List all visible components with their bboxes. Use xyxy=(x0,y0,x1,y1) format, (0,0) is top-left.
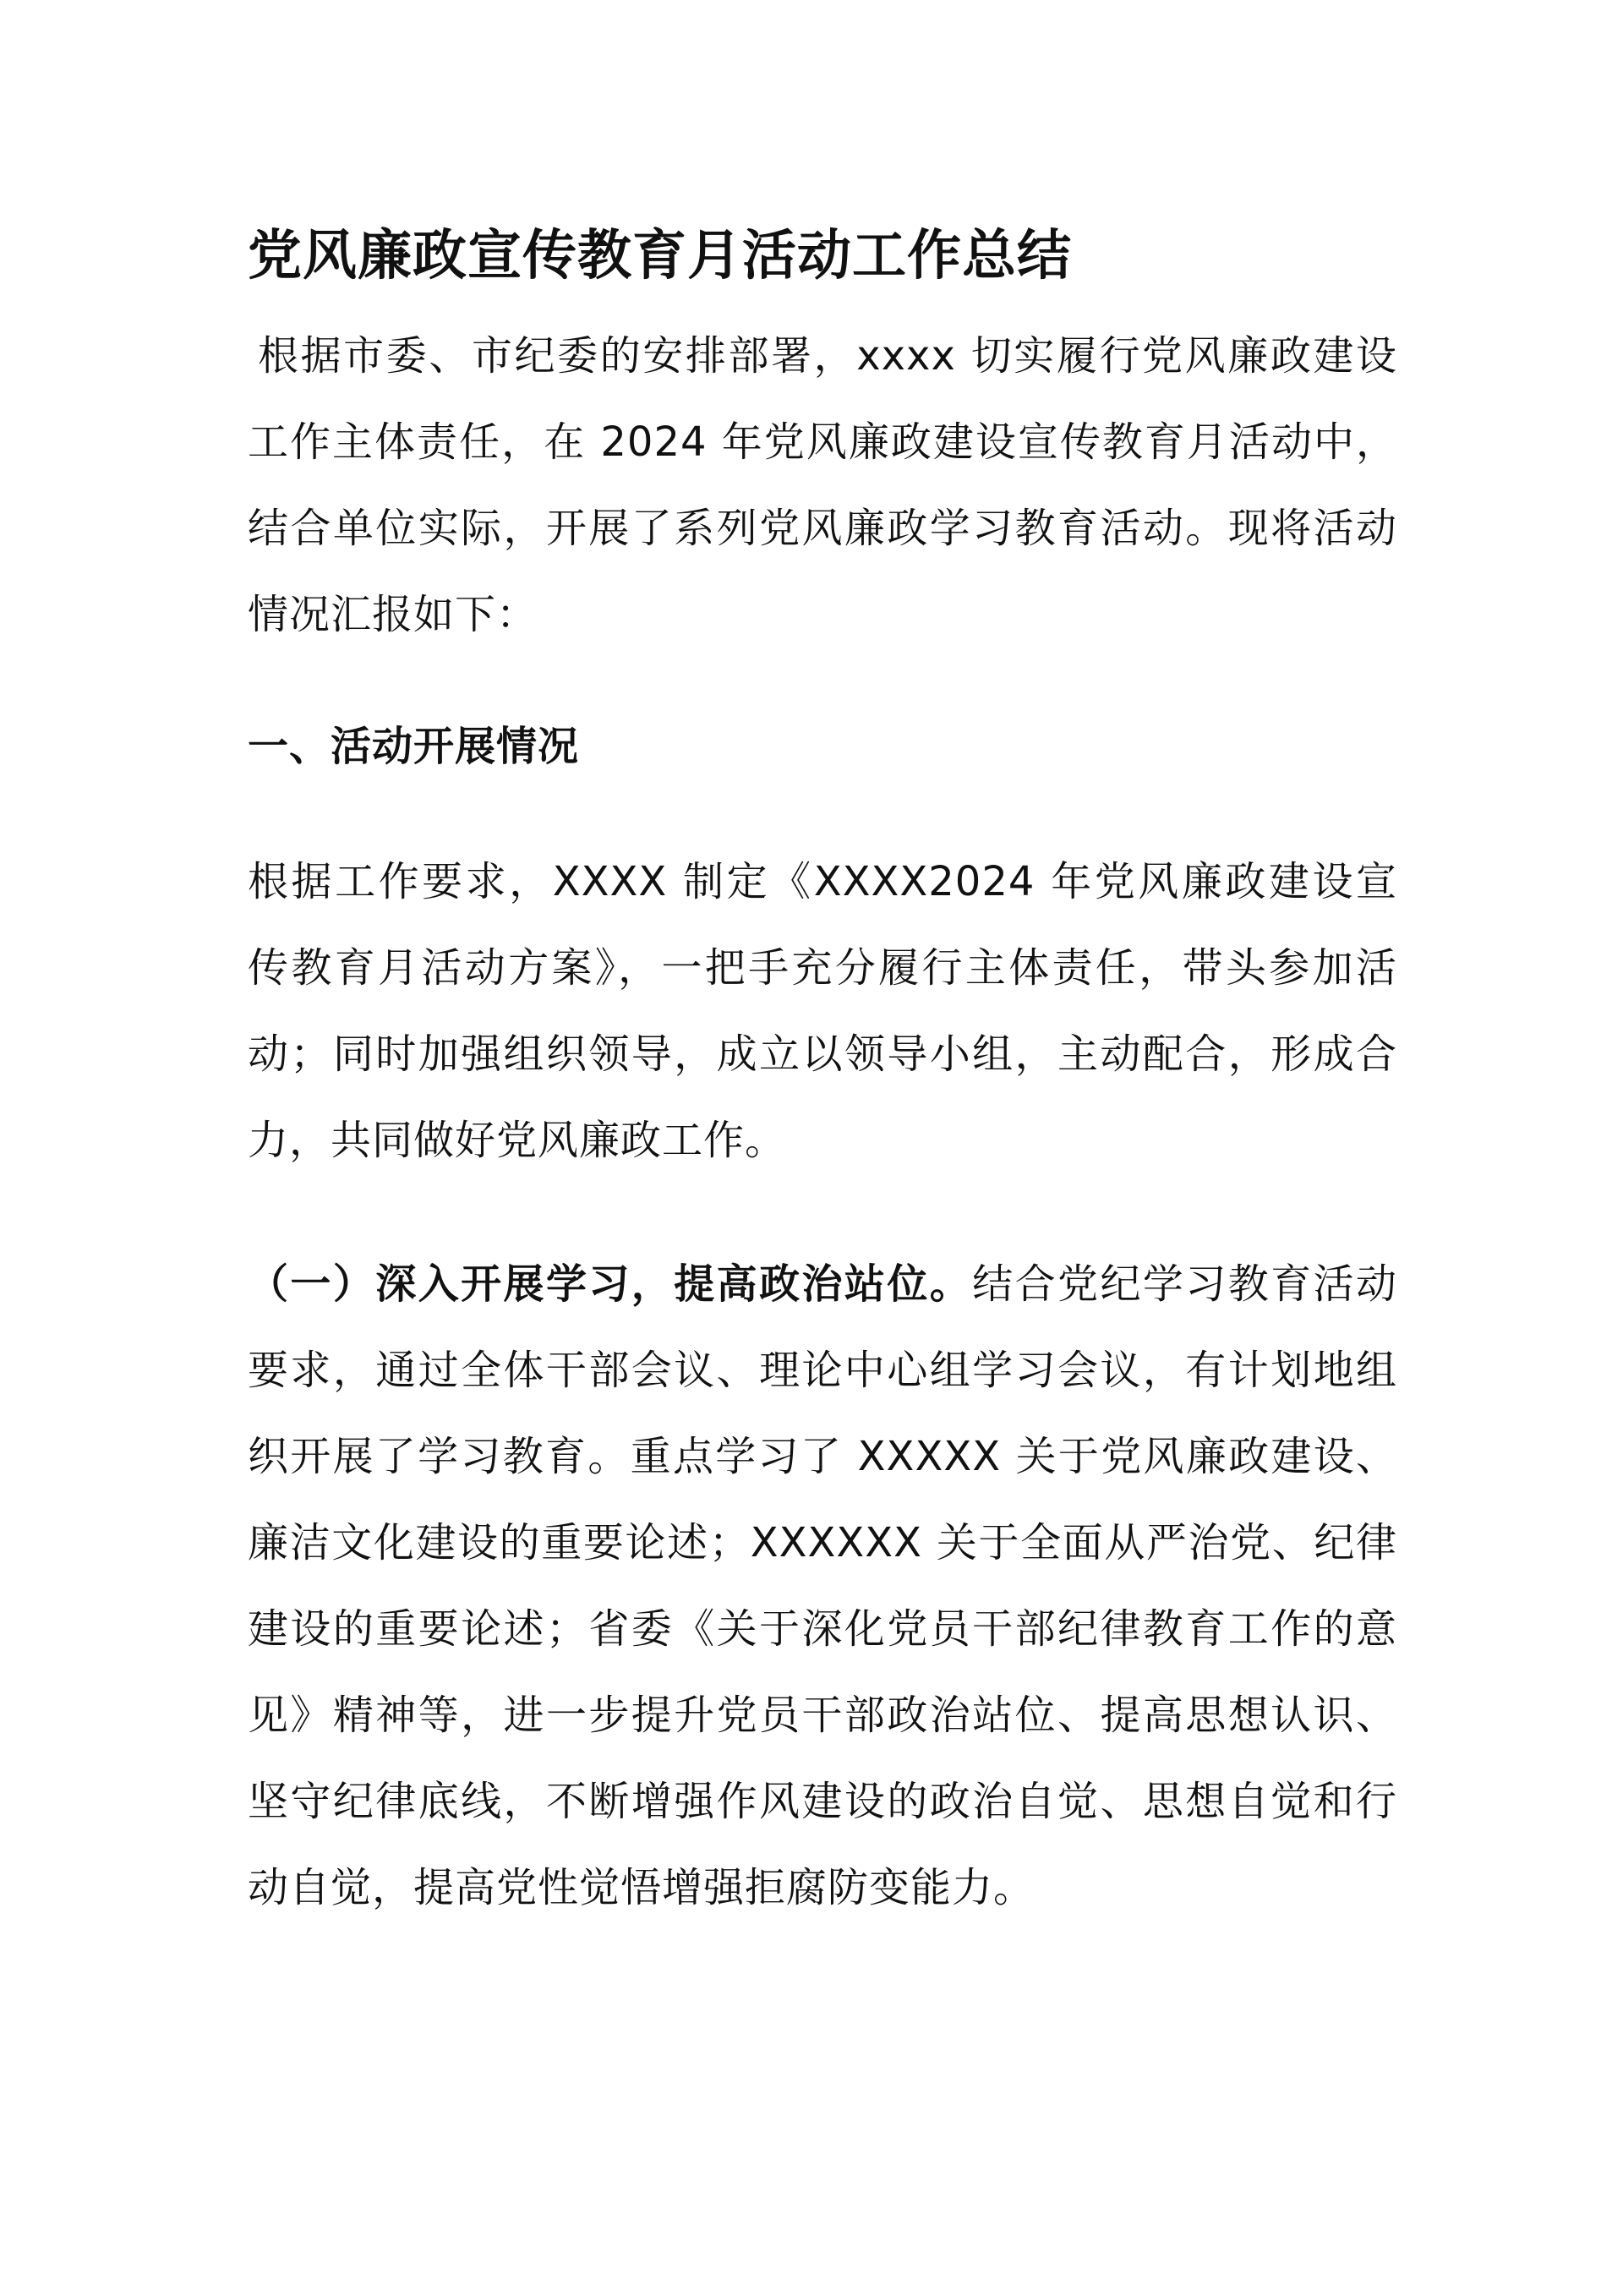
intro-paragraph: 根据市委、市纪委的安排部署，xxxx 切实履行党风廉政建设工作主体责任，在 2024 年党风廉政建设宣传教育月活动中，结合单位实际，开展了系列党风廉政学习教育活动。现将活动情况汇报如下： xyxy=(248,332,1397,638)
section-paragraph: 根据工作要求，XXXX 制定《XXXX2024 年党风廉政建设宣传教育月活动方案》，一把手充分履行主体责任，带头参加活动；同时加强组织领导，成立以领导小组，主动配合，形成合力，共同做好党风廉政工作。 xyxy=(248,858,1397,1164)
subsection-paragraph xyxy=(248,1241,1397,1931)
section-heading-activities: 一、活动开展情况 xyxy=(248,723,580,770)
subsection-body: 结合党纪学习教育活动要求，通过全体干部会议、理论中心组学习会议，有计划地组织开展了学习教育。重点学习了 XXXXX 关于党风廉政建设、廉洁文化建设的重要论述；XXXXXX 关于全面从严治党、纪律建设的重要论述；省委《关于深化党员干部纪律教育工作的意见》精神等，进一步提升党员干部政治站位、提高思想认识、坚守纪律底线，不断增强作风建设的政治自觉、思想自觉和行动自觉，提高党性觉悟增强拒腐防变能力。 xyxy=(248,1260,1397,1911)
document-body xyxy=(248,218,1397,1931)
subsection-lead: （一）深入开展学习，提高政治站位。 xyxy=(248,1260,973,1308)
document-title: 党风廉政宣传教育月活动工作总结 xyxy=(248,225,1072,287)
